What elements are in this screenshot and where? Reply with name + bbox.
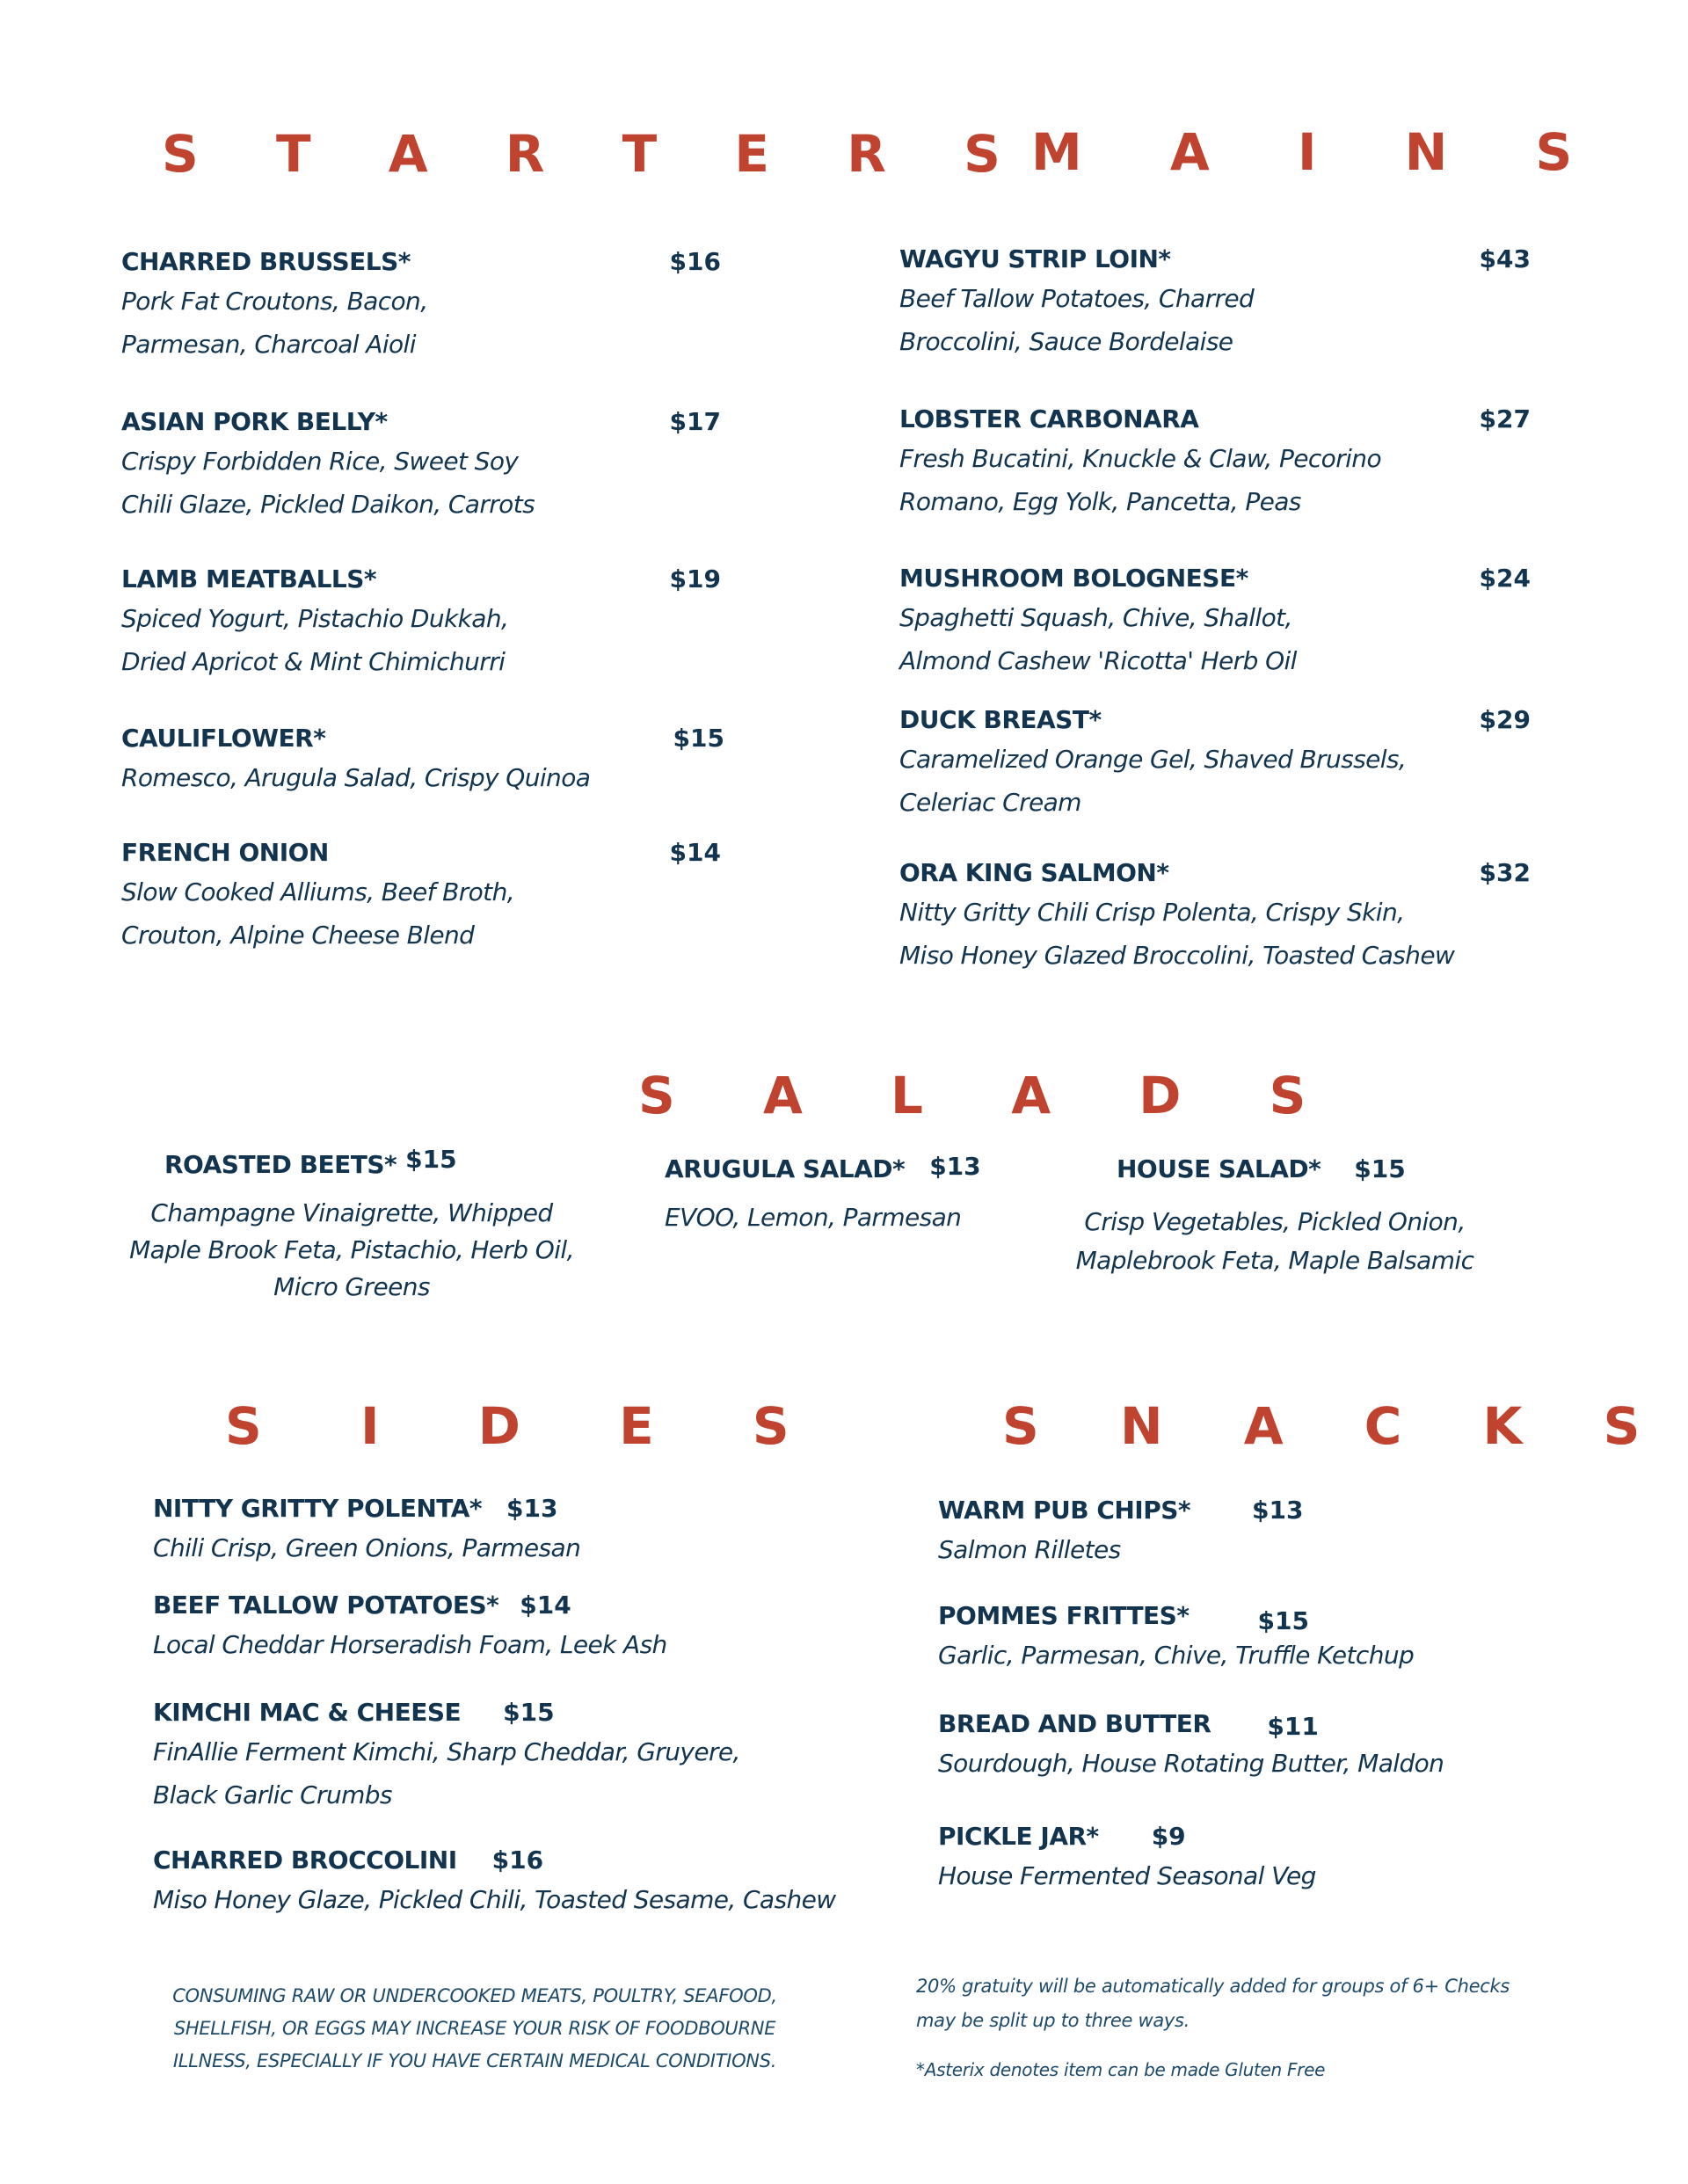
item-price: $15 — [1354, 1154, 1406, 1183]
item-description: Sourdough, House Rotating Butter, Maldon — [938, 1749, 1444, 1778]
item-name: CHARRED BROCCOLINI — [153, 1845, 457, 1875]
gratuity-line: may be split up to three ways. — [916, 2010, 1190, 2031]
item-price: $17 — [669, 407, 721, 436]
item-name: POMMES FRITTES* — [938, 1601, 1190, 1630]
item-name: HOUSE SALAD* — [1117, 1154, 1321, 1183]
item-price: $19 — [669, 564, 721, 593]
side-item — [153, 1588, 667, 1666]
warning-line: CONSUMING RAW OR UNDERCOOKED MEATS, POULTRY, SEAFOOD, — [172, 1985, 777, 2006]
item-name: MUSHROOM BOLOGNESE* — [899, 564, 1248, 593]
item-price: $15 — [503, 1698, 555, 1727]
warning-line: SHELLFISH, OR EGGS MAY INCREASE YOUR RISK OF FOODBOURNE — [173, 2018, 776, 2039]
side-item — [153, 1843, 836, 1921]
item-name: CAULIFLOWER* — [121, 724, 326, 753]
mains-heading: M A I N S — [1031, 122, 1608, 182]
item-description: Dried Apricot & Mint Chimichurri — [121, 647, 506, 676]
item-name: ROASTED BEETS* — [164, 1150, 397, 1179]
item-description: FinAllie Ferment Kimchi, Sharp Cheddar, Gruyere, — [153, 1737, 740, 1766]
sides-heading: S I D E S — [225, 1396, 830, 1456]
item-description: Crispy Forbidden Rice, Sweet Soy — [121, 447, 519, 476]
item-price: $15 — [405, 1145, 457, 1174]
item-name: CHARRED BRUSSELS* — [121, 247, 411, 276]
item-price: $14 — [669, 838, 721, 867]
item-price: $15 — [673, 724, 724, 753]
item-description: Slow Cooked Alliums, Beef Broth, — [121, 877, 515, 906]
item-name: KIMCHI MAC & CHEESE — [153, 1698, 462, 1727]
snack-item — [938, 1493, 1304, 1571]
item-price: $27 — [1479, 404, 1531, 433]
item-description: Spaghetti Squash, Chive, Shallot, — [899, 603, 1292, 632]
side-item — [153, 1491, 580, 1569]
main-item — [899, 855, 1531, 977]
item-description: Caramelized Orange Gel, Shaved Brussels, — [899, 745, 1407, 774]
gratuity-line: 20% gratuity will be automatically added for groups of 6+ Checks — [916, 1976, 1510, 1997]
item-name: WAGYU STRIP LOIN* — [899, 244, 1171, 273]
item-description: Celeriac Cream — [899, 788, 1081, 817]
item-description: EVOO, Lemon, Parmesan — [665, 1203, 962, 1232]
gratuity-note — [916, 1969, 1510, 2038]
item-name: ORA KING SALMON* — [899, 858, 1169, 887]
item-price: $15 — [1257, 1606, 1309, 1635]
item-description: Black Garlic Crumbs — [153, 1780, 392, 1809]
item-description: Maplebrook Feta, Maple Balsamic — [1075, 1246, 1474, 1275]
item-price: $13 — [506, 1494, 558, 1523]
item-price: $16 — [491, 1845, 544, 1875]
item-description: Miso Honey Glazed Broccolini, Toasted Cashew — [899, 941, 1455, 970]
starter-item — [121, 404, 721, 526]
side-item — [153, 1695, 740, 1816]
salad-item — [1073, 1152, 1477, 1280]
item-price: $11 — [1267, 1712, 1319, 1741]
item-description: Micro Greens — [273, 1272, 430, 1301]
item-price: $43 — [1479, 244, 1531, 273]
item-description: Miso Honey Glaze, Pickled Chili, Toasted Sesame, Cashew — [153, 1885, 836, 1914]
item-price: $14 — [520, 1591, 571, 1620]
item-name: ARUGULA SALAD* — [665, 1154, 906, 1183]
starter-item — [121, 835, 721, 957]
item-description: Pork Fat Croutons, Bacon, — [121, 287, 428, 316]
item-price: $29 — [1479, 705, 1531, 734]
warning-line: ILLNESS, ESPECIALLY IF YOU HAVE CERTAIN MEDICAL CONDITIONS. — [172, 2050, 777, 2071]
item-description: Crisp Vegetables, Pickled Onion, — [1084, 1207, 1466, 1236]
item-description: Romano, Egg Yolk, Pancetta, Peas — [899, 487, 1301, 516]
item-name: BREAD AND BUTTER — [938, 1709, 1211, 1738]
item-name: FRENCH ONION — [121, 838, 329, 867]
item-name: DUCK BREAST* — [899, 705, 1102, 734]
item-description: Romesco, Arugula Salad, Crispy Quinoa — [121, 763, 591, 792]
item-description: Chili Glaze, Pickled Daikon, Carrots — [121, 490, 535, 519]
item-price: $16 — [669, 247, 721, 276]
item-description: Almond Cashew 'Ricotta' Herb Oil — [899, 646, 1297, 675]
item-name: WARM PUB CHIPS* — [938, 1496, 1191, 1525]
item-price: $24 — [1479, 564, 1531, 593]
item-description: House Fermented Seasonal Veg — [938, 1861, 1316, 1890]
main-item — [899, 561, 1531, 682]
salads-heading: S A L A D S — [638, 1066, 1342, 1125]
item-price: $13 — [1252, 1496, 1304, 1525]
item-description: Parmesan, Charcoal Aioli — [121, 330, 416, 359]
item-description: Nitty Gritty Chili Crisp Polenta, Crispy Skin, — [899, 898, 1405, 927]
item-description: Champagne Vinaigrette, Whipped — [150, 1198, 553, 1227]
snack-item — [938, 1598, 1414, 1677]
starter-item — [121, 721, 724, 799]
item-price: $32 — [1479, 858, 1531, 887]
item-name: LOBSTER CARBONARA — [899, 404, 1199, 433]
item-description: Beef Tallow Potatoes, Charred — [899, 284, 1255, 313]
snack-item — [938, 1819, 1316, 1897]
starter-item — [121, 562, 721, 683]
main-item — [899, 703, 1531, 824]
item-description: Garlic, Parmesan, Chive, Truffle Ketchup — [938, 1641, 1415, 1670]
item-description: Spiced Yogurt, Pistachio Dukkah, — [121, 604, 509, 633]
item-name: BEEF TALLOW POTATOES* — [153, 1591, 499, 1620]
item-description: Broccolini, Sauce Bordelaise — [899, 327, 1233, 356]
item-name: ASIAN PORK BELLY* — [121, 407, 388, 436]
item-name: PICKLE JAR* — [938, 1822, 1099, 1851]
salad-item — [123, 1147, 580, 1306]
item-price: $9 — [1151, 1822, 1186, 1851]
item-name: NITTY GRITTY POLENTA* — [153, 1494, 483, 1523]
snack-item — [938, 1707, 1444, 1785]
starters-heading: S T A R T E R S — [162, 124, 1030, 184]
salad-item — [665, 1152, 981, 1236]
item-description: Crouton, Alpine Cheese Blend — [121, 921, 475, 950]
main-item — [899, 402, 1531, 523]
item-description: Maple Brook Feta, Pistachio, Herb Oil, — [129, 1235, 574, 1264]
snacks-heading: S N A C K S — [1002, 1396, 1672, 1456]
starter-item — [121, 244, 721, 366]
item-description: Chili Crisp, Green Onions, Parmesan — [153, 1533, 581, 1562]
gluten-free-note: *Asterix denotes item can be made Gluten Free — [916, 2059, 1326, 2080]
item-price: $13 — [929, 1152, 981, 1181]
main-item — [899, 242, 1531, 363]
item-description: Salmon Rilletes — [938, 1535, 1121, 1564]
raw-food-warning — [141, 1980, 809, 2078]
item-description: Fresh Bucatini, Knuckle & Claw, Pecorino — [899, 444, 1381, 473]
item-description: Local Cheddar Horseradish Foam, Leek Ash — [153, 1630, 667, 1659]
item-name: LAMB MEATBALLS* — [121, 564, 377, 593]
